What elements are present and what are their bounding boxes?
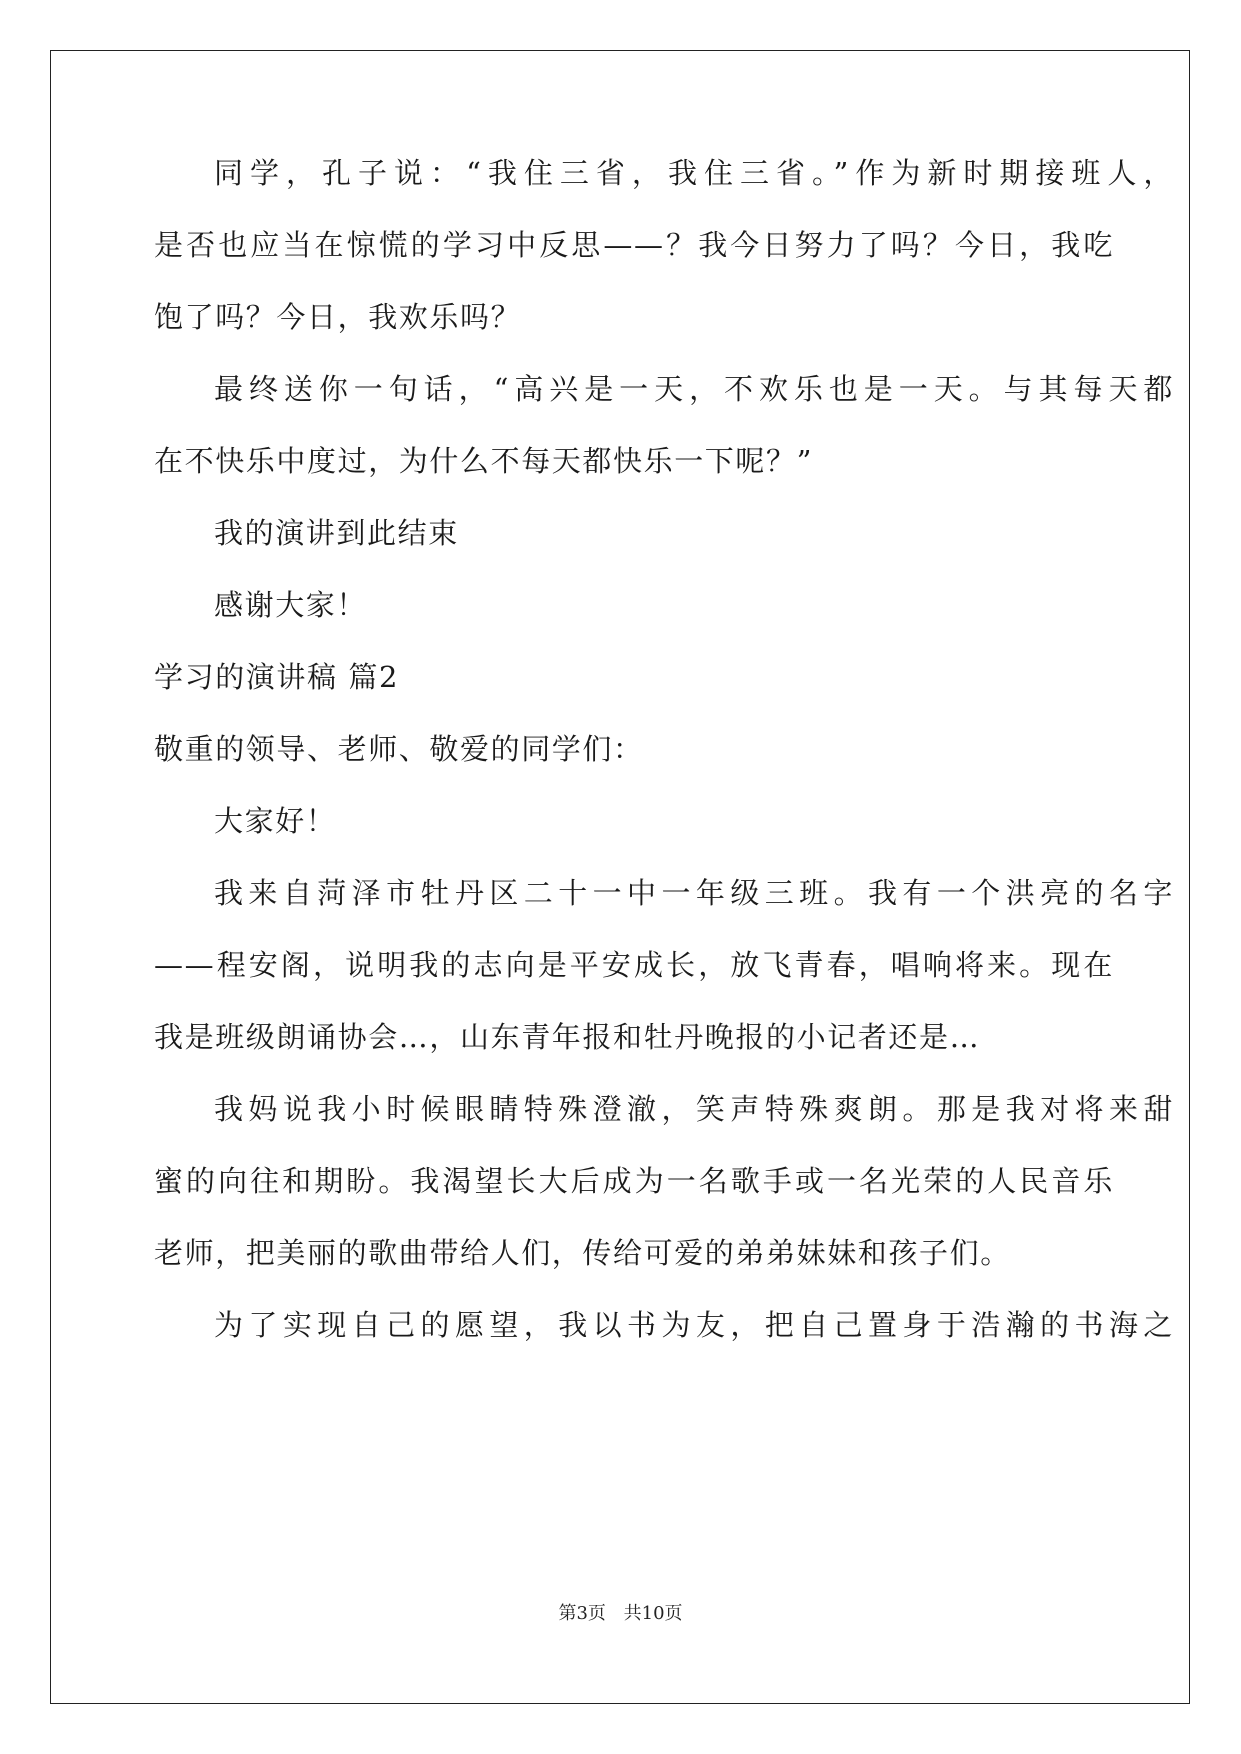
salutation: 敬重的领导、老师、敬爱的同学们： — [154, 732, 644, 766]
page-total: 共10页 — [623, 1603, 683, 1624]
paragraph-line: ——程安阁，说明我的志向是平安成长，放飞青春，唱响将来。现在 — [154, 948, 1114, 982]
paragraph-line: 我妈说我小时候眼睛特殊澄澈，笑声特殊爽朗。那是我对将来甜 — [214, 1092, 1174, 1126]
paragraph-line: 蜜的向往和期盼。我渴望长大后成为一名歌手或一名光荣的人民音乐 — [154, 1164, 1114, 1198]
paragraph-line: 饱了吗？今日，我欢乐吗？ — [154, 300, 522, 334]
greeting: 大家好！ — [214, 804, 337, 838]
paragraph-line: 在不快乐中度过，为什么不每天都快乐一下呢？” — [154, 444, 814, 478]
paragraph-line: 最终送你一句话，“高兴是一天，不欢乐也是一天。与其每天都 — [214, 372, 1174, 406]
page-footer — [0, 1602, 1241, 1626]
page-number: 第3页 — [558, 1603, 606, 1624]
paragraph-line: 我是班级朗诵协会…，山东青年报和牡丹晚报的小记者还是… — [154, 1020, 981, 1054]
paragraph-line: 是否也应当在惊慌的学习中反思——？我今日努力了吗？今日，我吃 — [154, 228, 1114, 262]
paragraph-line: 为了实现自己的愿望，我以书为友，把自己置身于浩瀚的书海之 — [214, 1308, 1174, 1342]
paragraph-line: 老师，把美丽的歌曲带给人们，传给可爱的弟弟妹妹和孩子们。 — [154, 1236, 1011, 1270]
paragraph-line: 我来自菏泽市牡丹区二十一中一年级三班。我有一个洪亮的名字 — [214, 876, 1174, 910]
paragraph-line: 感谢大家！ — [214, 588, 368, 622]
paragraph-line: 我的演讲到此结束 — [214, 516, 459, 550]
paragraph-line: 同学，孔子说：“我住三省，我住三省。”作为新时期接班人， — [214, 156, 1174, 190]
section-heading: 学习的演讲稿 篇2 — [154, 660, 400, 694]
